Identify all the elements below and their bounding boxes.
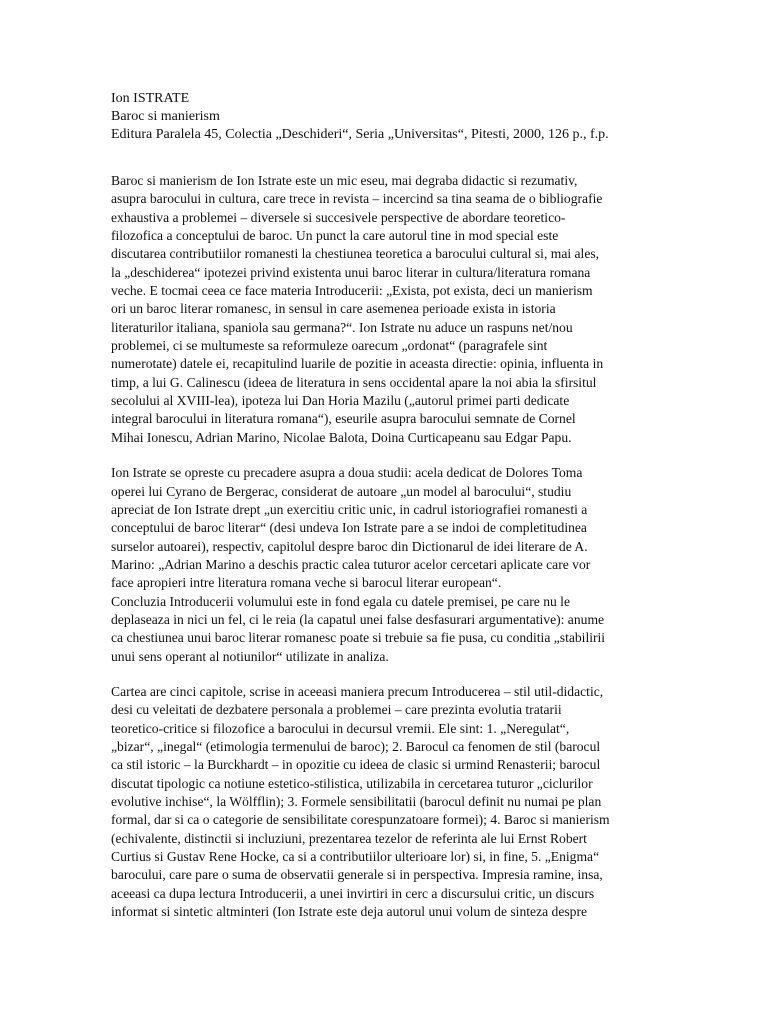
document-page xyxy=(111,90,659,921)
text-line: Curtius si Gustav Rene Hocke, ca si a contributiilor ulterioare lor) si, in fine, 5. „Enigma“ xyxy=(111,849,600,865)
text-line: desi cu veleitati de dezbatere personala a problemei – care prezinta evolutia tratarii xyxy=(111,702,562,718)
text-line: evolutive inchise“, la Wölfflin); 3. Formele sensibilitatii (barocul definit nu numai pe plan xyxy=(111,794,602,809)
body-paragraph xyxy=(111,683,659,921)
text-line: aceeasi ca dupa lectura Introducerii, a unei invirtiri in cerc a discursului critic, un discurs xyxy=(111,885,595,901)
text-line: Baroc si manierism de Ion Istrate este un mic eseu, mai degraba didactic si rezumativ, xyxy=(111,173,578,188)
paragraph-gap xyxy=(111,666,659,683)
text-line: Ion Istrate se opreste cu precadere asupra a doua studii: acela dedicat de Dolores Toma xyxy=(111,465,583,481)
text-line: face apropieri intre literatura romana veche si barocul literar european“. xyxy=(111,575,502,591)
text-line: secolului al XVIII-lea), ipoteza lui Dan Horia Mazilu („autorul primei parti dedicate xyxy=(111,393,570,409)
publication-details: Editura Paralela 45, Colectia „Deschideri“, Seria „Universitas“, Pitesti, 2000, 126 p., f.p. xyxy=(111,127,609,142)
text-line: Cartea are cinci capitole, scrise in aceeasi maniera precum Introducerea – stil util-didactic, xyxy=(111,683,604,699)
book-title: Baroc si manierism xyxy=(111,109,220,124)
text-line: Concluzia Introducerii volumului este in fond egala cu datele premisei, pe care nu le xyxy=(111,593,570,609)
text-line: problemei, ci se multumeste sa reformuleze oarecum „ordonat“ (paragrafele sint xyxy=(111,338,548,354)
text-line: (echivalente, distinctii si incluziuni, prezentarea tezelor de referinta ale lui Ernst Robert xyxy=(111,830,587,846)
body-paragraph xyxy=(111,464,659,666)
text-line: Mihai Ionescu, Adrian Marino, Nicolae Balota, Doina Curticapeanu sau Edgar Papu. xyxy=(111,429,572,445)
paragraph-gap xyxy=(111,447,659,464)
text-line: discutarea contributiilor romanesti la chestiunea teoretica a barocului cultural si, mai ales, xyxy=(111,246,600,262)
text-line: teoretico-critice si filozofice a barocului in decursul vremii. Ele sint: 1. „Neregulat“, xyxy=(111,720,570,736)
text-line: asupra barocului in cultura, care trece in revista – incercind sa tina seama de o bibliografie xyxy=(111,191,603,207)
text-line: discutat tipologic ca notiune estetico-stilistica, utilizabila in cercetarea tuturor „ciclurilor xyxy=(111,775,593,791)
text-line: ca stil istoric – la Burckhardt – in opozitie cu ideea de clasic si urmind Renasterii; barocul xyxy=(111,757,601,773)
text-line: Marino: „Adrian Marino a deschis practic calea tuturor acelor cercetari aplicate care vor xyxy=(111,556,591,572)
text-line: barocului, care pare o suma de observatii generale si in perspectiva. Impresia ramine, insa, xyxy=(111,867,603,883)
body-paragraph xyxy=(111,172,659,447)
review-body xyxy=(111,172,659,921)
text-line: apreciat de Ion Istrate drept „un exercitiu critic unic, in cadrul istoriografiei romanesti a xyxy=(111,501,588,517)
text-line: ori un baroc literar romanesc, in sensul in care asemenea perioade exista in istoria xyxy=(111,301,556,317)
text-line: formal, dar si ca o categorie de sensibilitate corespunzatoare formei); 4. Baroc si manierism xyxy=(111,812,610,828)
header-gap xyxy=(111,144,659,172)
text-line: conceptului de baroc literar“ (desi undeva Ion Istrate pare a se indoi de completitudinea xyxy=(111,520,587,536)
text-line: informat si sintetic altminteri (Ion Istrate este deja autorul unui volum de sinteza despre xyxy=(111,904,588,920)
author-name: Ion ISTRATE xyxy=(111,91,190,106)
text-line: integral barocului in literatura romana“), eseurile asupra barocului semnate de Cornel xyxy=(111,411,576,427)
text-line: la „deschiderea“ ipotezei privind existenta unui baroc literar in cultura/literatura romana xyxy=(111,264,591,280)
text-line: filozofica a conceptului de baroc. Un punct la care autorul tine in mod special este xyxy=(111,228,559,244)
text-line: „bizar“, „inegal“ (etimologia termenului de baroc); 2. Barocul ca fenomen de stil (barocul xyxy=(111,738,601,754)
text-line: unui sens operant al notiunilor“ utilizate in analiza. xyxy=(111,648,389,664)
text-line: timp, a lui G. Calinescu (ideea de literatura in sens occidental apare la noi abia la sfirsitul xyxy=(111,374,597,390)
text-line: operei lui Cyrano de Bergerac, considerat de autoare „un model al barocului“, studiu xyxy=(111,483,572,499)
text-line: literaturilor italiana, spaniola sau germana?“. Ion Istrate nu aduce un raspuns net/nou xyxy=(111,319,573,335)
text-line: numerotate) datele ei, recapitulind luarile de pozitie in aceasta directie: opinia, influenta in xyxy=(111,356,604,372)
text-line: veche. E tocmai ceea ce face materia Introducerii: „Exista, pot exista, deci un manierism xyxy=(111,283,593,299)
text-line: exhaustiva a problemei – diversele si succesivele perspective de abordare teoretico- xyxy=(111,209,566,225)
text-line: deplaseaza in nici un fel, ci le reia (la capatul unei false desfasurari argumentative): anume xyxy=(111,611,605,627)
text-line: ca chestiunea unui baroc literar romanesc poate si trebuie sa fie pusa, cu conditia „stabilirii xyxy=(111,630,606,646)
text-line: surselor autoarei), respectiv, capitolul despre baroc din Dictionarul de idei literare de A. xyxy=(111,538,588,554)
